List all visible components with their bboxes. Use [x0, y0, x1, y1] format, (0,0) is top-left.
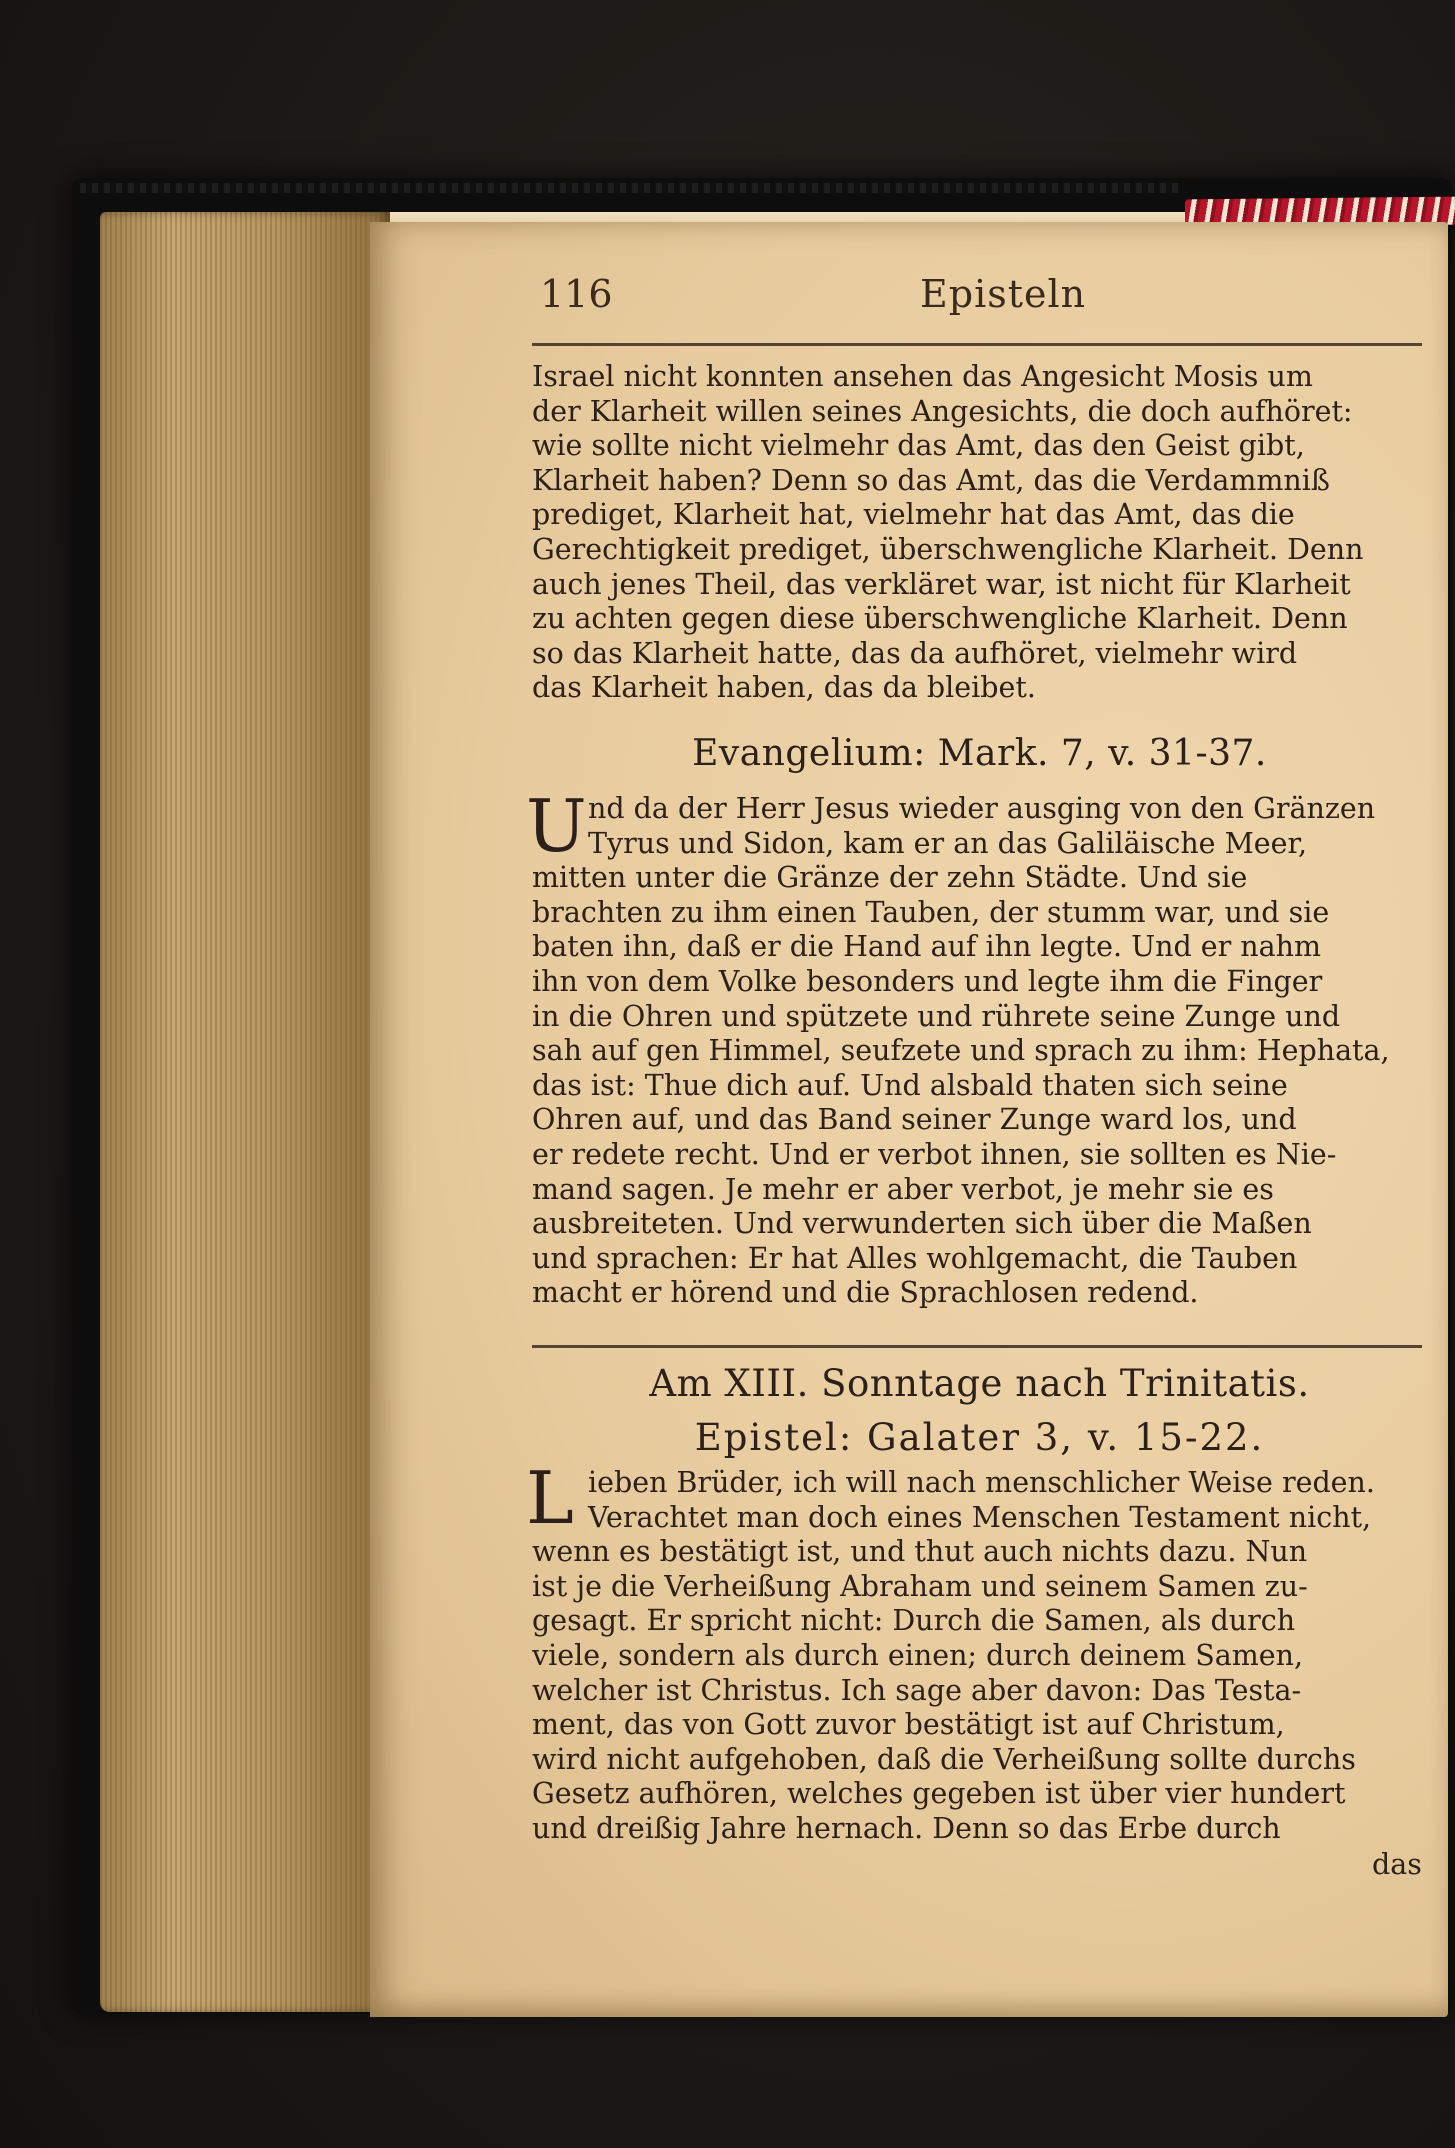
text-line: auch jenes Theil, das verkläret war, ist nicht für Klarheit — [532, 567, 1351, 601]
text-line: mitten unter die Gränze der zehn Städte. Und sie — [532, 861, 1248, 895]
text-line: und sprachen: Er hat Alles wohlgemacht, die Tauben — [532, 1241, 1298, 1275]
cover-edge — [80, 183, 1180, 193]
page-header — [540, 272, 1420, 328]
epistle-text — [532, 1466, 1427, 1847]
text-line: zu achten gegen diese überschwengliche Klarheit. Denn — [532, 602, 1348, 636]
text-line: der Klarheit willen seines Angesichts, die doch aufhöret: — [532, 394, 1353, 428]
text-line: gesagt. Er spricht nicht: Durch die Samen, als durch — [532, 1604, 1296, 1638]
text-line: ihn von dem Volke besonders und legte ihm die Finger — [532, 964, 1323, 998]
text-line: so das Klarheit hatte, das da aufhöret, vielmehr wird — [532, 636, 1298, 670]
sunday-heading: Am XIII. Sonntage nach Trinitatis. — [649, 1362, 1310, 1405]
section-rule — [532, 1345, 1422, 1348]
gospel-text — [532, 792, 1427, 1311]
text-line: viele, sondern als durch einen; durch deinem Samen, — [532, 1638, 1304, 1672]
text-line: Gerechtigkeit prediget, überschwengliche Klarheit. Denn — [532, 532, 1364, 566]
text-line: Ohren auf, und das Band seiner Zunge ward los, und — [532, 1103, 1297, 1137]
text-line: macht er hörend und die Sprachlosen redend. — [532, 1276, 1199, 1310]
gospel-heading: Evangelium: Mark. 7, v. 31-37. — [692, 733, 1267, 774]
text-line: Israel nicht konnten ansehen das Angesicht Mosis um — [532, 360, 1313, 393]
text-line: und dreißig Jahre hernach. Denn so das Erbe durch — [532, 1811, 1281, 1845]
drop-capital: U — [526, 784, 587, 868]
text-line: wird nicht aufgehoben, daß die Verheißung sollte durchs — [532, 1742, 1356, 1776]
text-line: er redete recht. Und er verbot ihnen, sie sollten es Nie- — [532, 1137, 1337, 1171]
drop-capital: L — [526, 1456, 574, 1540]
text-line: mand sagen. Je mehr er aber verbot, je mehr sie es — [532, 1172, 1274, 1206]
text-line: welcher ist Christus. Ich sage aber davon: Das Testa- — [532, 1673, 1302, 1707]
text-line: nd da der Herr Jesus wieder ausging von den Gränzen — [588, 792, 1376, 825]
epistle-continuation — [532, 360, 1427, 706]
text-line: Tyrus und Sidon, kam er an das Galiläische Meer, — [588, 826, 1308, 860]
text-line: in die Ohren und spützete und rührete seine Zunge und — [532, 999, 1341, 1033]
text-line: das ist: Thue dich auf. Und alsbald thaten sich seine — [532, 1068, 1288, 1102]
text-line: brachten zu ihm einen Tauben, der stumm war, und sie — [532, 895, 1330, 929]
text-line: sah auf gen Himmel, seufzete und sprach zu ihm: Hephata, — [532, 1034, 1390, 1068]
text-line: ieben Brüder, ich will nach menschlicher Weise reden. — [588, 1466, 1375, 1499]
text-line: wenn es bestätigt ist, und thut auch nichts dazu. Nun — [532, 1535, 1308, 1569]
text-line: Gesetz aufhören, welches gegeben ist über vier hundert — [532, 1777, 1346, 1811]
running-head: Episteln — [920, 272, 1087, 316]
text-line: Klarheit haben? Denn so das Amt, das die Verdammniß — [532, 463, 1330, 497]
text-line: ausbreiteten. Und verwunderten sich über die Maßen — [532, 1207, 1312, 1241]
text-line: das Klarheit haben, das da bleibet. — [532, 671, 1036, 705]
text-line: baten ihn, daß er die Hand auf ihn legte. Und er nahm — [532, 930, 1322, 964]
text-line: prediget, Klarheit hat, vielmehr hat das Amt, das die — [532, 498, 1295, 532]
catchword: das — [1372, 1848, 1422, 1881]
header-rule — [532, 343, 1422, 346]
text-line: wie sollte nicht vielmehr das Amt, das den Geist gibt, — [532, 429, 1305, 463]
text-line: ist je die Verheißung Abraham und seinem Samen zu- — [532, 1569, 1308, 1603]
page-number: 116 — [540, 272, 613, 316]
text-line: Verachtet man doch eines Menschen Testament nicht, — [588, 1500, 1372, 1534]
text-line: ment, das von Gott zuvor bestätigt ist auf Christum, — [532, 1708, 1285, 1742]
epistle-heading: Epistel: Galater 3, v. 15-22. — [694, 1416, 1265, 1459]
page-block-edges — [100, 212, 390, 2012]
